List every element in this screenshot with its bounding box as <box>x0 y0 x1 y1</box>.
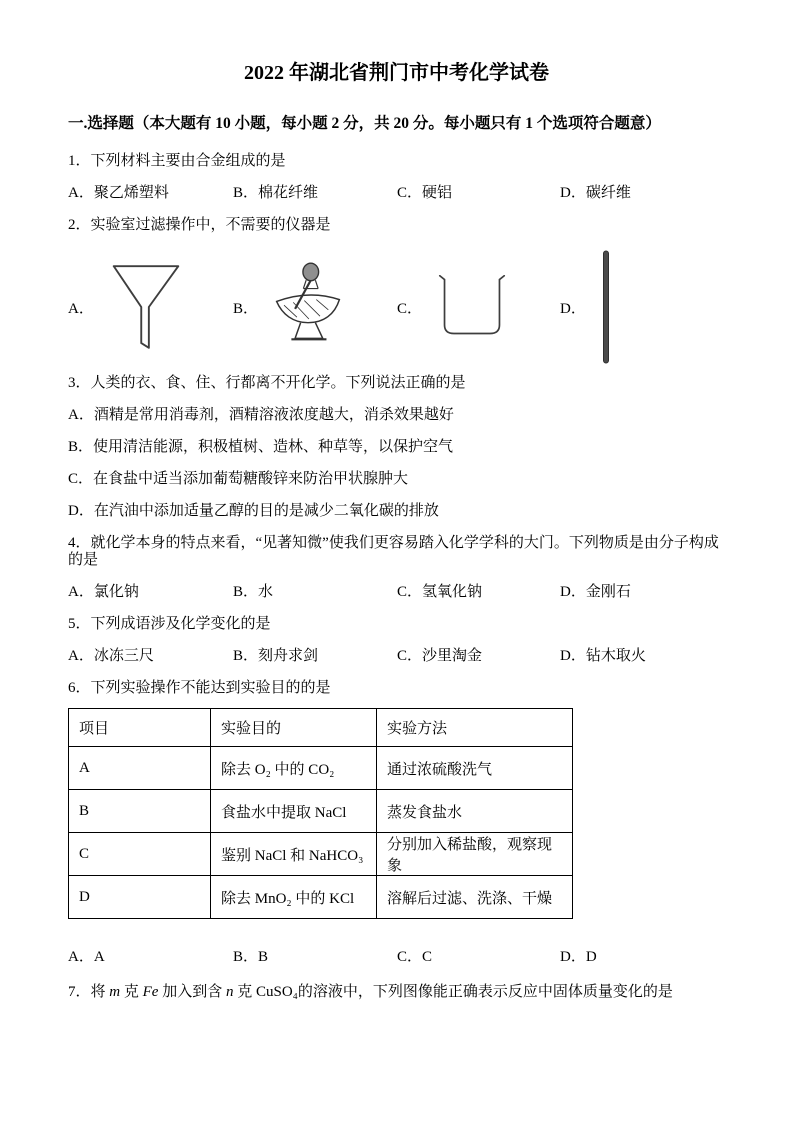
q2-option-b <box>233 260 397 354</box>
q6-table-header-purpose: 实验目的 <box>211 709 377 747</box>
q2-figure-row <box>68 249 725 365</box>
q6-row-d-item: D <box>69 876 211 919</box>
q7-formula-fe: Fe <box>142 984 159 1000</box>
q6-row-b-method: 蒸发食盐水 <box>377 790 573 833</box>
q3-option-c: C．在食盐中适当添加葡萄糖酸锌来防治甲状腺肿大 <box>68 471 409 487</box>
q6-row-b-item: B <box>69 790 211 833</box>
q4-option-c: C．氢氧化钠 <box>397 584 483 600</box>
q5-option-a: A．冰冻三尺 <box>68 648 154 664</box>
q7-stem-text-4: 克 CuSO₄的溶液中，下列图像能正确表示反应中固体质量变化的是 <box>233 984 673 1000</box>
q5-option-b: B．刻舟求剑 <box>233 648 319 664</box>
q6-row-c-item: C <box>69 833 211 876</box>
table-row-b <box>69 790 573 833</box>
table-row-d <box>69 876 573 919</box>
q2-option-a-label: A． <box>68 300 94 317</box>
q2-option-d <box>560 250 725 364</box>
q6-options <box>68 949 725 966</box>
q6-table-header-item: 项目 <box>69 709 211 747</box>
q2-option-c-label: C． <box>397 300 423 317</box>
q1-option-c: C．硬铝 <box>397 185 453 201</box>
q7-stem <box>68 984 725 1001</box>
q7-stem-text-3: 加入到含 <box>158 984 226 1000</box>
q5-option-c: C．沙里淘金 <box>397 648 483 664</box>
q6-option-c: C．C <box>397 949 433 965</box>
q6-stem: 6．下列实验操作不能达到实验目的的是 <box>68 680 331 696</box>
q4-options <box>68 584 725 601</box>
q4-option-b: B．水 <box>233 584 274 600</box>
q7-stem-text-1: 7．将 <box>68 984 110 1000</box>
q2-option-d-label: D． <box>560 300 586 317</box>
q6-row-a-purpose: 除去 O₂ 中的 CO₂ <box>211 747 377 790</box>
alcohol-lamp-icon <box>272 260 344 354</box>
q3-option-a: A．酒精是常用消毒剂，酒精溶液浓度越大，消杀效果越好 <box>68 407 454 423</box>
q4-stem: 4．就化学本身的特点来看，“见著知微”使我们更容易踏入化学学科的大门。下列物质是由分子构成的是 <box>68 535 719 568</box>
q2-stem: 2．实验室过滤操作中，不需要的仪器是 <box>68 217 331 233</box>
q6-option-b: B．B <box>233 949 269 965</box>
q6-row-c-purpose: 鉴别 NaCl 和 NaHCO₃ <box>211 833 377 876</box>
q1-options <box>68 185 725 202</box>
q1-option-b: B．棉花纤维 <box>233 185 319 201</box>
q5-stem: 5．下列成语涉及化学变化的是 <box>68 616 271 632</box>
table-row-a <box>69 747 573 790</box>
q6-row-c-method: 分别加入稀盐酸，观察现象 <box>377 833 573 876</box>
section-header: 一.选择题（本大题有 10 小题，每小题 2 分，共 20 分。每小题只有 1 个选项符合题意） <box>68 115 661 132</box>
q2-option-c <box>397 275 560 339</box>
funnel-icon <box>108 259 184 355</box>
q2-option-b-label: B． <box>233 300 259 317</box>
q6-table <box>68 708 573 919</box>
q6-table-header-method: 实验方法 <box>377 709 573 747</box>
q6-option-a: A．A <box>68 949 105 965</box>
table-row-c <box>69 833 573 876</box>
q7-variable-n: n <box>225 984 234 1000</box>
q7-stem-text-2: 克 <box>120 984 143 1000</box>
q6-option-d: D．D <box>560 949 597 965</box>
q6-row-d-purpose: 除去 MnO₂ 中的 KCl <box>211 876 377 919</box>
q6-row-b-purpose: 食盐水中提取 NaCl <box>211 790 377 833</box>
q6-row-a-method: 通过浓硫酸洗气 <box>377 747 573 790</box>
q1-option-d: D．碳纤维 <box>560 185 631 201</box>
q3-option-b: B．使用清洁能源，积极植树、造林、种草等，以保护空气 <box>68 439 454 455</box>
q1-option-a: A．聚乙烯塑料 <box>68 185 169 201</box>
q6-table-header-row <box>69 709 573 747</box>
q5-options <box>68 648 725 665</box>
q3-option-d: D．在汽油中添加适量乙醇的目的是减少二氧化碳的排放 <box>68 503 439 519</box>
q7-variable-m: m <box>109 984 121 1000</box>
q2-option-a <box>68 259 233 355</box>
q3-stem: 3．人类的衣、食、住、行都离不开化学。下列说法正确的是 <box>68 375 466 391</box>
q6-row-a-item: A <box>69 747 211 790</box>
q6-row-d-method: 溶解后过滤、洗涤、干燥 <box>377 876 573 919</box>
q4-option-d: D．金刚石 <box>560 584 631 600</box>
q5-option-d: D．钻木取火 <box>560 648 646 664</box>
q1-stem: 1．下列材料主要由合金组成的是 <box>68 153 286 169</box>
q4-option-a: A．氯化钠 <box>68 584 139 600</box>
page-title: 2022 年湖北省荆门市中考化学试卷 <box>244 62 549 84</box>
glass-rod-icon <box>600 250 612 364</box>
beaker-icon <box>436 275 508 339</box>
